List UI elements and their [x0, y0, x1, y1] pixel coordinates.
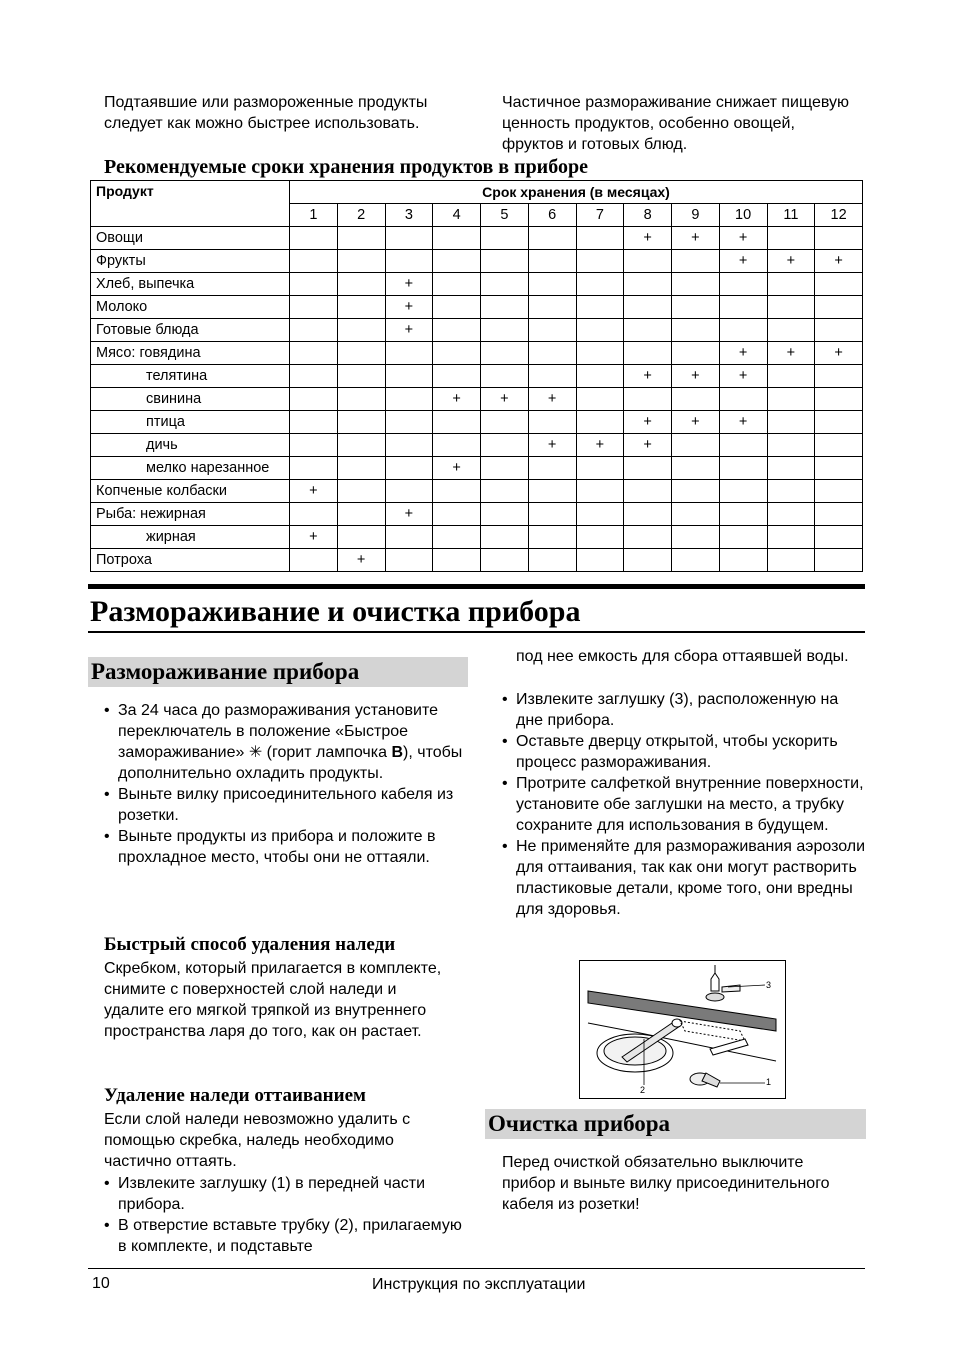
- storage-cell: [719, 434, 767, 457]
- storage-cell: [433, 342, 481, 365]
- storage-cell: [290, 273, 338, 296]
- storage-cell: [385, 411, 433, 434]
- storage-cell: [767, 365, 815, 388]
- storage-cell: [290, 296, 338, 319]
- storage-cell: [385, 480, 433, 503]
- storage-cell: [815, 503, 863, 526]
- storage-cell: [290, 411, 338, 434]
- product-name-cell: Фрукты: [91, 250, 290, 273]
- storage-cell: [433, 526, 481, 549]
- storage-cell: [576, 549, 624, 572]
- storage-cell: [528, 296, 576, 319]
- quick-method-heading: Быстрый способ удаления наледи: [104, 934, 396, 955]
- storage-cell: [290, 549, 338, 572]
- product-name-cell: мелко нарезанное: [91, 457, 290, 480]
- list-item: • Выньте вилку присоединительного кабеля из розетки.: [104, 784, 464, 826]
- storage-cell: [290, 434, 338, 457]
- footer-rule: [88, 1268, 865, 1269]
- storage-cell: [624, 503, 672, 526]
- storage-cell: [528, 526, 576, 549]
- storage-cell: [385, 227, 433, 250]
- figure-label-1: 1: [766, 1077, 772, 1087]
- storage-cell: [290, 365, 338, 388]
- storage-cell: [767, 411, 815, 434]
- storage-cell: [481, 296, 529, 319]
- storage-cell: [433, 365, 481, 388]
- storage-cell: [337, 457, 385, 480]
- storage-cell: [385, 434, 433, 457]
- storage-cell: [719, 503, 767, 526]
- storage-cell: [433, 503, 481, 526]
- storage-table: [90, 180, 863, 572]
- storage-cell: [815, 319, 863, 342]
- product-name-cell: Мясо: говядина: [91, 342, 290, 365]
- storage-cell: [528, 457, 576, 480]
- list-item: • За 24 часа до размораживания установите переключатель в положение «Быстрое замораживание» ✳ (горит лампочка B), чтобы дополнительно охладить продукты.: [104, 700, 464, 784]
- storage-cell: [528, 503, 576, 526]
- thaw-method-heading: Удаление наледи оттаиванием: [104, 1085, 366, 1106]
- storage-cell: [767, 503, 815, 526]
- storage-cell: +: [624, 365, 672, 388]
- storage-cell: [290, 457, 338, 480]
- intro-left-text: Подтаявшие или размороженные продукты следует как можно быстрее использовать.: [104, 94, 428, 132]
- month-header-cell: 7: [576, 204, 624, 227]
- storage-cell: [767, 457, 815, 480]
- storage-cell: [672, 296, 720, 319]
- storage-cell: [719, 388, 767, 411]
- storage-cell: [576, 411, 624, 434]
- storage-cell: [290, 503, 338, 526]
- storage-cell: [337, 250, 385, 273]
- month-header-cell: 9: [672, 204, 720, 227]
- table-header-row: [91, 181, 863, 204]
- product-name-cell: Копченые колбаски: [91, 480, 290, 503]
- storage-cell: [385, 388, 433, 411]
- storage-cell: [290, 319, 338, 342]
- storage-cell: [528, 411, 576, 434]
- storage-cell: [719, 273, 767, 296]
- storage-cell: [624, 388, 672, 411]
- storage-cell: [433, 480, 481, 503]
- storage-cell: [576, 250, 624, 273]
- storage-cell: [481, 549, 529, 572]
- term-column-header: Срок хранения (в месяцах): [290, 181, 863, 204]
- list-item: • Извлеките заглушку (1) в передней части прибора.: [104, 1173, 464, 1215]
- table-row: [91, 227, 863, 250]
- page-number: 10: [92, 1275, 110, 1292]
- table-row: [91, 480, 863, 503]
- storage-cell: [576, 457, 624, 480]
- section-top-rule: [88, 584, 865, 589]
- storage-cell: [624, 296, 672, 319]
- list-item: • В отверстие вставьте трубку (2), прилагаемую в комплекте, и подставьте: [104, 1215, 464, 1257]
- storage-cell: [385, 365, 433, 388]
- storage-cell: +: [433, 388, 481, 411]
- storage-cell: [815, 365, 863, 388]
- storage-cell: [624, 457, 672, 480]
- storage-cell: [481, 434, 529, 457]
- storage-cell: [481, 250, 529, 273]
- table-row: [91, 388, 863, 411]
- storage-cell: [385, 526, 433, 549]
- storage-cell: [528, 342, 576, 365]
- list-item: • Извлеките заглушку (3), расположенную на дне прибора.: [502, 689, 866, 731]
- storage-cell: +: [672, 411, 720, 434]
- storage-cell: [767, 526, 815, 549]
- storage-cell: [385, 457, 433, 480]
- storage-cell: +: [672, 227, 720, 250]
- storage-cell: [767, 319, 815, 342]
- storage-cell: [481, 457, 529, 480]
- table-row: [91, 319, 863, 342]
- drain-tube-icon: [622, 1019, 745, 1085]
- storage-cell: +: [815, 250, 863, 273]
- storage-cell: [337, 480, 385, 503]
- storage-cell: +: [290, 526, 338, 549]
- table-row: [91, 549, 863, 572]
- thaw-continuation-text: под нее емкость для сбора оттаявшей воды.: [516, 648, 849, 665]
- storage-cell: [576, 319, 624, 342]
- product-name-cell: Молоко: [91, 296, 290, 319]
- list-item: • Оставьте дверцу открытой, чтобы ускорить процесс размораживания.: [502, 731, 866, 773]
- storage-cell: [624, 273, 672, 296]
- storage-cell: [337, 411, 385, 434]
- month-header-cell: 8: [624, 204, 672, 227]
- storage-cell: [433, 227, 481, 250]
- storage-cell: [337, 526, 385, 549]
- storage-cell: +: [433, 457, 481, 480]
- storage-cell: +: [672, 365, 720, 388]
- plug-1-icon: [690, 1039, 765, 1087]
- storage-cell: [767, 227, 815, 250]
- storage-cell: [719, 480, 767, 503]
- storage-cell: [672, 526, 720, 549]
- storage-cell: [528, 365, 576, 388]
- storage-cell: [481, 273, 529, 296]
- storage-cell: [481, 480, 529, 503]
- storage-cell: +: [767, 250, 815, 273]
- table-row: [91, 250, 863, 273]
- thaw-steps-list: [104, 1173, 464, 1257]
- storage-cell: [481, 526, 529, 549]
- footer-title: Инструкция по эксплуатации: [372, 1276, 586, 1293]
- storage-cell: [528, 319, 576, 342]
- storage-cell: [337, 342, 385, 365]
- storage-cell: [528, 250, 576, 273]
- storage-cell: [672, 503, 720, 526]
- storage-cell: +: [385, 296, 433, 319]
- storage-cell: [672, 480, 720, 503]
- storage-cell: [672, 457, 720, 480]
- storage-cell: [815, 227, 863, 250]
- product-name-cell: птица: [91, 411, 290, 434]
- storage-cell: [767, 388, 815, 411]
- storage-cell: [385, 549, 433, 572]
- product-name-cell: Потроха: [91, 549, 290, 572]
- storage-cell: [481, 227, 529, 250]
- storage-cell: [719, 526, 767, 549]
- month-header-cell: 6: [528, 204, 576, 227]
- table-title: Рекомендуемые сроки хранения продуктов в приборе: [104, 156, 588, 178]
- drain-illustration: [580, 961, 785, 1098]
- storage-cell: [624, 526, 672, 549]
- storage-cell: [290, 250, 338, 273]
- list-item: • Протрите салфеткой внутренние поверхности, установите обе заглушки на место, а трубку сохраните для использования в будущем.: [502, 773, 866, 836]
- storage-cell: [815, 296, 863, 319]
- storage-cell: [719, 549, 767, 572]
- storage-cell: [433, 434, 481, 457]
- quick-method-text: Скребком, который прилагается в комплекте, снимите с поверхностей слой наледи и удалите его мягкой тряпкой из внутреннего пространства ларя до того, как он растает.: [104, 960, 442, 1040]
- storage-cell: [528, 549, 576, 572]
- storage-cell: +: [624, 434, 672, 457]
- table-row: [91, 365, 863, 388]
- storage-cell: +: [290, 480, 338, 503]
- product-name-cell: Хлеб, выпечка: [91, 273, 290, 296]
- table-row: [91, 296, 863, 319]
- section-title: Размораживание и очистка прибора: [90, 595, 581, 628]
- storage-cell: [624, 319, 672, 342]
- storage-cell: [815, 457, 863, 480]
- storage-cell: +: [528, 388, 576, 411]
- storage-cell: +: [385, 503, 433, 526]
- storage-cell: [433, 319, 481, 342]
- storage-cell: +: [481, 388, 529, 411]
- product-name-cell: свинина: [91, 388, 290, 411]
- storage-cell: [576, 365, 624, 388]
- storage-cell: [767, 480, 815, 503]
- storage-cell: [672, 250, 720, 273]
- month-header-cell: 10: [719, 204, 767, 227]
- storage-cell: [337, 273, 385, 296]
- storage-cell: [433, 296, 481, 319]
- storage-cell: [337, 296, 385, 319]
- product-name-cell: жирная: [91, 526, 290, 549]
- storage-cell: +: [624, 411, 672, 434]
- month-header-cell: 4: [433, 204, 481, 227]
- storage-cell: [672, 388, 720, 411]
- product-name-cell: Готовые блюда: [91, 319, 290, 342]
- storage-cell: +: [767, 342, 815, 365]
- storage-cell: [433, 411, 481, 434]
- storage-cell: [576, 480, 624, 503]
- storage-cell: [576, 227, 624, 250]
- storage-cell: [576, 526, 624, 549]
- storage-cell: [528, 273, 576, 296]
- table-row: [91, 526, 863, 549]
- storage-cell: [433, 273, 481, 296]
- storage-cell: [672, 434, 720, 457]
- storage-cell: [624, 480, 672, 503]
- storage-cell: [815, 411, 863, 434]
- storage-cell: [815, 273, 863, 296]
- storage-cell: +: [385, 319, 433, 342]
- storage-cell: [481, 319, 529, 342]
- product-name-cell: Рыба: нежирная: [91, 503, 290, 526]
- storage-cell: [815, 549, 863, 572]
- table-row: [91, 411, 863, 434]
- product-column-header: Продукт: [91, 181, 290, 227]
- storage-cell: +: [337, 549, 385, 572]
- storage-cell: [385, 250, 433, 273]
- table-row: [91, 342, 863, 365]
- storage-cell: [337, 503, 385, 526]
- list-item: • Выньте продукты из прибора и положите в прохладное место, чтобы они не оттаяли.: [104, 826, 464, 868]
- storage-cell: [337, 365, 385, 388]
- storage-cell: [767, 273, 815, 296]
- cleaning-heading: Очистка прибора: [485, 1109, 866, 1139]
- storage-cell: [481, 342, 529, 365]
- figure-label-2: 2: [640, 1085, 646, 1095]
- defrost-steps-list: [104, 700, 464, 868]
- storage-cell: [624, 549, 672, 572]
- storage-cell: [385, 342, 433, 365]
- storage-cell: [290, 342, 338, 365]
- table-row: [91, 457, 863, 480]
- storage-cell: [337, 434, 385, 457]
- table-row: [91, 434, 863, 457]
- figure-label-3: 3: [766, 980, 772, 990]
- storage-cell: [672, 342, 720, 365]
- storage-cell: [576, 273, 624, 296]
- snowflake-icon: ✳: [248, 744, 263, 761]
- defrost-drain-figure: [579, 960, 786, 1099]
- storage-cell: [576, 342, 624, 365]
- table-row: [91, 503, 863, 526]
- product-name-cell: телятина: [91, 365, 290, 388]
- section-bottom-rule: [88, 631, 865, 633]
- month-header-cell: 3: [385, 204, 433, 227]
- storage-cell: [624, 342, 672, 365]
- storage-cell: [576, 388, 624, 411]
- storage-cell: +: [528, 434, 576, 457]
- intro-right-text: Частичное размораживание снижает пищевую ценность продуктов, особенно овощей, фруктов и готовых блюд.: [502, 94, 850, 153]
- month-header-cell: 2: [337, 204, 385, 227]
- storage-cell: [337, 227, 385, 250]
- product-name-cell: дичь: [91, 434, 290, 457]
- storage-cell: [815, 480, 863, 503]
- storage-cell: +: [719, 365, 767, 388]
- month-header-cell: 1: [290, 204, 338, 227]
- storage-cell: +: [719, 411, 767, 434]
- storage-cell: [337, 388, 385, 411]
- storage-cell: [815, 434, 863, 457]
- thaw-method-text: Если слой наледи невозможно удалить с помощью скребка, наледь необходимо частично оттаять.: [104, 1111, 411, 1170]
- storage-cell: [481, 411, 529, 434]
- storage-cell: [719, 319, 767, 342]
- storage-cell: +: [624, 227, 672, 250]
- storage-cell: [528, 227, 576, 250]
- plug-3-icon: [706, 965, 765, 1001]
- storage-cell: [337, 319, 385, 342]
- list-item: • Не применяйте для размораживания аэрозоли для оттаивания, так как они могут растворить пластиковые детали, кроме того, они вредны для здоровья.: [502, 836, 866, 920]
- month-header-cell: 5: [481, 204, 529, 227]
- storage-cell: [815, 526, 863, 549]
- storage-cell: [767, 296, 815, 319]
- storage-cell: [576, 503, 624, 526]
- storage-cell: [767, 549, 815, 572]
- storage-cell: [719, 457, 767, 480]
- product-name-cell: Овощи: [91, 227, 290, 250]
- month-header-cell: 11: [767, 204, 815, 227]
- storage-cell: [433, 250, 481, 273]
- storage-cell: [290, 388, 338, 411]
- storage-cell: +: [815, 342, 863, 365]
- storage-cell: [433, 549, 481, 572]
- storage-cell: [815, 388, 863, 411]
- storage-cell: [672, 319, 720, 342]
- storage-cell: [624, 250, 672, 273]
- month-header-cell: 12: [815, 204, 863, 227]
- defrost-heading: Размораживание прибора: [88, 657, 468, 687]
- storage-cell: [767, 434, 815, 457]
- table-row: [91, 273, 863, 296]
- storage-cell: +: [719, 342, 767, 365]
- storage-cell: [576, 296, 624, 319]
- storage-cell: +: [576, 434, 624, 457]
- storage-cell: [719, 296, 767, 319]
- storage-cell: +: [719, 227, 767, 250]
- storage-cell: [672, 549, 720, 572]
- cleaning-text: Перед очисткой обязательно выключите прибор и выньте вилку присоединительного кабеля из розетки!: [502, 1154, 830, 1213]
- storage-cell: [672, 273, 720, 296]
- storage-cell: [481, 503, 529, 526]
- storage-cell: [481, 365, 529, 388]
- storage-cell: +: [385, 273, 433, 296]
- storage-cell: [290, 227, 338, 250]
- storage-cell: +: [719, 250, 767, 273]
- storage-cell: [528, 480, 576, 503]
- right-steps-list: [502, 689, 866, 920]
